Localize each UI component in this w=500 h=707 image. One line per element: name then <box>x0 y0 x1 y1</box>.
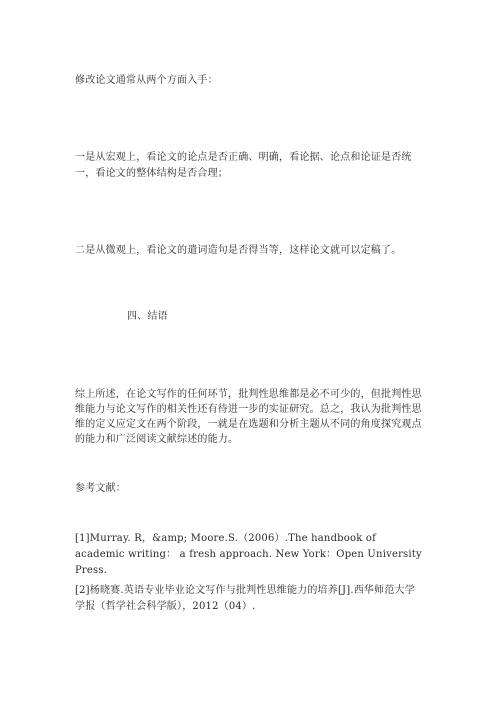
section-heading: 四、结语 <box>127 311 168 322</box>
reference-item: [2]杨晓赛.英语专业毕业论文写作与批判性思维能力的培养[J].西华师范大学学报（哲学社会科学版），2012（04）. <box>75 585 415 612</box>
intro-paragraph: 修改论文通常从两个方面入手： <box>75 75 218 86</box>
reference-item: [1]Murray. R，&amp; Moore.S.（2006）.The handbook of academic writing： a fresh approach. New York：Open University Press. <box>75 533 422 576</box>
macro-point-paragraph: 一是从宏观上，看论文的论点是否正确、明确，看论据、论点和论证是否统一，看论文的整体结构是否合理； <box>75 152 412 179</box>
micro-point-paragraph: 二是从微观上，看论文的遣词造句是否得当等，这样论文就可以定稿了。 <box>75 245 402 256</box>
conclusion-paragraph: 综上所述，在论文写作的任何环节，批判性思维都是必不可少的，但批判性思维能力与论文写作的相关性还有待进一步的实证研究。总之，我认为批判性思维的定义应定文在两个阶段，一就是在选题和分析主题从不同的角度探究观点的能力和广泛阅读文献综述的能力。 <box>75 389 422 445</box>
references-label: 参考文献： <box>75 483 126 494</box>
